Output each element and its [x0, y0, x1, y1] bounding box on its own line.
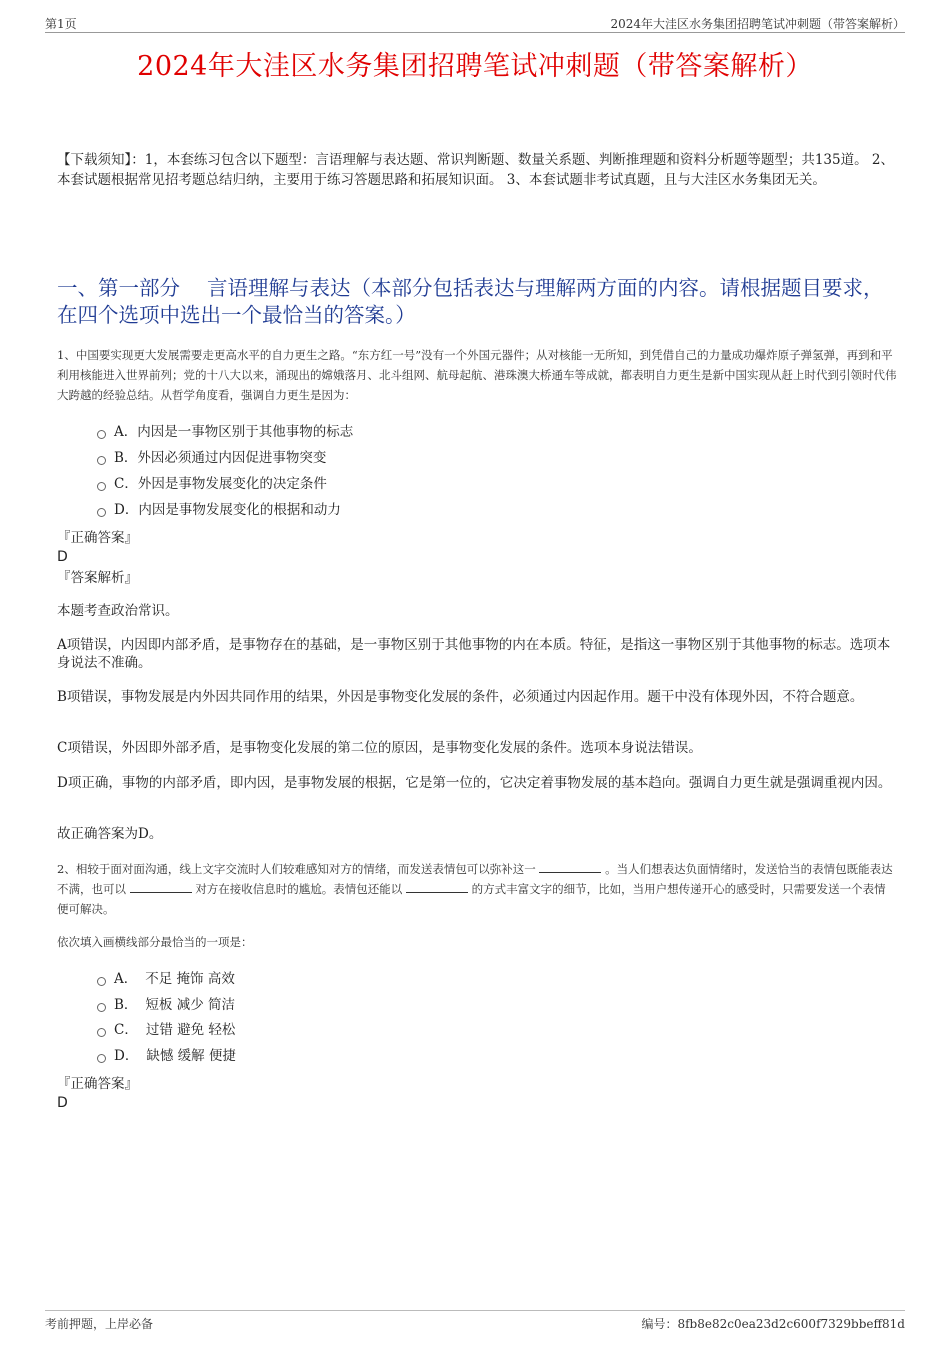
- question-2-option-b[interactable]: [97, 996, 235, 1014]
- option-letter: C．: [114, 476, 138, 492]
- question-2-text-part: 的方式丰富文字的细节，比如，当用户想传递开心的感受时，只需要发送一个表情便可解决。: [57, 882, 886, 916]
- page-number: 第1页: [45, 17, 77, 31]
- radio-icon[interactable]: [97, 1003, 106, 1012]
- option-letter: D．: [114, 502, 139, 518]
- download-notice: 【下载须知】：1，本套练习包含以下题型：言语理解与表达题、常识判断题、数量关系题、判断推理题和资料分析题等题型；共135道。 2、本套试题根据常见招考题总结归纳，主要用于练习答题思路和拓展知识面。 3、本套试题非考试真题，且与大洼区水务集团无关。: [57, 152, 894, 188]
- question-1-option-c[interactable]: [97, 475, 327, 493]
- analysis-paragraph: B项错误，事物发展是内外因共同作用的结果，外因是事物变化发展的条件，必须通过内因起作用。题干中没有体现外因，不符合题意。: [57, 689, 864, 705]
- question-1-option-d[interactable]: [97, 501, 341, 519]
- option-letter: B．: [114, 997, 138, 1013]
- fill-blank: [406, 881, 468, 893]
- analysis-paragraph: D项正确，事物的内部矛盾，即内因，是事物发展的根据，它是第一位的，它决定着事物发展的基本趋向。强调自力更生就是强调重视内因。: [57, 775, 892, 791]
- analysis-paragraph: 本题考查政治常识。: [57, 603, 179, 619]
- option-text: 内因是事物发展变化的根据和动力: [138, 502, 341, 518]
- document-id: 编号：8fb8e82c0ea23d2c600f7329bbeff81d: [641, 1317, 905, 1331]
- correct-answer-value: D: [57, 1095, 68, 1111]
- analysis-paragraph: C项错误，外因即外部矛盾，是事物变化发展的第二位的原因，是事物变化发展的条件。选项本身说法错误。: [57, 740, 702, 756]
- question-2-prompt: 依次填入画横线部分最恰当的一项是：: [57, 935, 253, 949]
- question-2-option-a[interactable]: [97, 970, 235, 988]
- question-2-text-part: 。当人们想表达负面情绪时，发送恰当的表情包既能表达不满，也可以: [57, 862, 893, 896]
- question-1-option-b[interactable]: [97, 449, 326, 467]
- fill-blank: [539, 861, 601, 873]
- section-title: 一、第一部分 言语理解与表达（本部分包括表达与理解两方面的内容。请根据题目要求，在四个选项中选出一个最恰当的答案。）: [57, 276, 884, 327]
- radio-icon[interactable]: [97, 1028, 106, 1037]
- option-text: 不足 掩饰 高效: [145, 971, 235, 987]
- question-2-text: [57, 859, 897, 919]
- question-2-option-c[interactable]: [97, 1021, 235, 1039]
- question-1-option-a[interactable]: [97, 423, 353, 441]
- option-text: 内因是一事物区别于其他事物的标志: [137, 424, 354, 440]
- header-divider: [45, 32, 905, 33]
- header-doc-title: 2024年大洼区水务集团招聘笔试冲刺题（带答案解析）: [610, 17, 905, 31]
- option-text: 外因必须通过内因促进事物突变: [137, 450, 327, 466]
- option-letter: D．: [114, 1048, 139, 1064]
- radio-icon[interactable]: [97, 456, 106, 465]
- analysis-label: 『答案解析』: [57, 570, 138, 586]
- question-2-text-part: 2、相较于面对面沟通，线上文字交流时人们较难感知对方的情绪，而发送表情包可以弥补这一: [57, 862, 536, 876]
- analysis-paragraph: A项错误，内因即内部矛盾，是事物存在的基础，是一事物区别于其他事物的内在本质。特征，是指这一事物区别于其他事物的标志。选项本身说法不准确。: [57, 637, 891, 671]
- fill-blank: [130, 881, 192, 893]
- radio-icon[interactable]: [97, 430, 106, 439]
- radio-icon[interactable]: [97, 482, 106, 491]
- radio-icon[interactable]: [97, 508, 106, 517]
- option-letter: A．: [114, 971, 138, 987]
- option-letter: B．: [114, 450, 138, 466]
- question-1-text: 1、中国要实现更大发展需要走更高水平的自力更生之路。“东方红一号”没有一个外国元器件；从对核能一无所知，到凭借自己的力量成功爆炸原子弹氢弹，再到和平利用核能进入世界前列；党的十八大以来，涌现出的嫦娥落月、北斗组网、航母起航、港珠澳大桥通车等成就，都表明自力更生是新中国实现从赶上时代到引领时代伟大跨越的经验总结。从哲学角度看，强调自力更生是因为：: [57, 348, 897, 402]
- document-title: 2024年大洼区水务集团招聘笔试冲刺题（带答案解析）: [137, 51, 813, 82]
- correct-answer-value: D: [57, 549, 68, 565]
- question-2-text-part: 对方在接收信息时的尴尬。表情包还能以: [195, 882, 403, 896]
- option-text: 短板 减少 简洁: [145, 997, 236, 1013]
- radio-icon[interactable]: [97, 1054, 106, 1063]
- question-2-option-d[interactable]: [97, 1047, 236, 1065]
- correct-answer-label: 『正确答案』: [57, 1076, 138, 1092]
- option-letter: C．: [114, 1022, 138, 1038]
- option-text: 过错 避免 轻松: [145, 1022, 236, 1038]
- correct-answer-label: 『正确答案』: [57, 530, 138, 546]
- footer-slogan: 考前押题，上岸必备: [45, 1317, 154, 1331]
- option-text: 缺憾 缓解 便捷: [146, 1048, 236, 1064]
- analysis-paragraph: 故正确答案为D。: [57, 826, 163, 842]
- option-text: 外因是事物发展变化的决定条件: [137, 476, 327, 492]
- radio-icon[interactable]: [97, 977, 106, 986]
- option-letter: A．: [114, 424, 138, 440]
- footer-divider: [45, 1310, 905, 1311]
